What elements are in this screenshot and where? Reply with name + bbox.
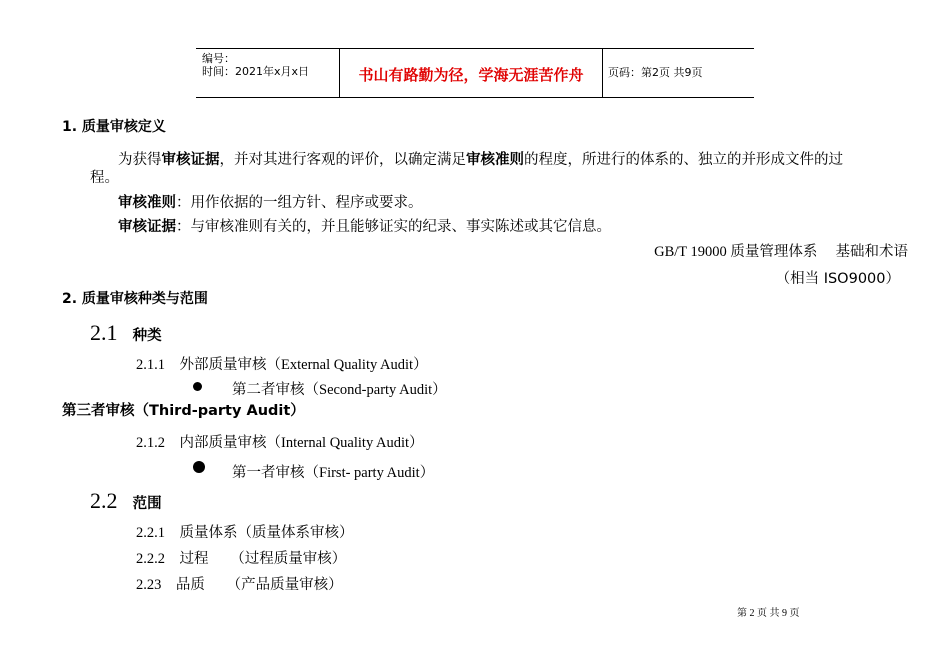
section1-heading: 1. 质量审核定义 (62, 119, 166, 135)
evidence-text: ：与审核准则有关的，并且能够证实的纪录、事实陈述或其它信息。 (176, 219, 611, 235)
definition-paragraph (118, 148, 843, 169)
criteria-definition (118, 191, 423, 212)
source-equivalent: （相当 ISO9000） (775, 271, 900, 287)
section2-heading: 2. 质量审核种类与范围 (62, 291, 208, 307)
page-header-table (196, 48, 754, 98)
subsection-number: 2.1 (90, 320, 118, 345)
bullet-second-party: 第二者审核（Second-party Audit） (232, 382, 447, 398)
bullet-dot (193, 382, 202, 391)
item-2-1-1: 2.1.1 外部质量审核（External Quality Audit） (136, 357, 428, 373)
bullet-first-party: 第一者审核（First- party Audit） (232, 465, 435, 481)
header-motto-cell (339, 49, 603, 97)
number-label: 编号： (202, 52, 235, 65)
subsection-2-1 (90, 320, 162, 346)
item-2-2-1: 2.2.1 质量体系（质量体系审核） (136, 525, 354, 541)
evidence-term: 审核证据 (118, 219, 176, 235)
subsection-2-2 (90, 488, 162, 514)
source-standard: GB/T 19000 质量管理体系 基础和术语 (654, 244, 908, 260)
para-text-e: 的程度，所进行的体系的、独立的并形成文件的过 (524, 152, 843, 168)
third-party-audit: 第三者审核（Third-party Audit） (62, 403, 305, 419)
definition-paragraph-tail: 程。 (90, 170, 119, 186)
item-2-2-3: 2.23 品质 （产品质量审核） (136, 577, 343, 593)
term-audit-criteria: 审核准则 (466, 152, 524, 168)
item-2-2-2: 2.2.2 过程 （过程质量审核） (136, 551, 347, 567)
criteria-term: 审核准则 (118, 195, 176, 211)
subsection-label: 范围 (132, 496, 162, 512)
page-footer: 第 2 页 共 9 页 (737, 608, 800, 619)
date-label: 时间：2021年x月x日 (202, 65, 310, 78)
criteria-text: ：用作依据的一组方针、程序或要求。 (176, 195, 423, 211)
para-text-a: 为获得 (118, 152, 162, 168)
evidence-definition (118, 215, 611, 236)
header-page-label: 页码：第2页 共9页 (608, 66, 703, 79)
subsection-label: 种类 (132, 328, 162, 344)
bullet-dot (193, 461, 205, 473)
subsection-number: 2.2 (90, 488, 118, 513)
header-meta-cell (196, 49, 339, 97)
header-motto: 书山有路勤为径，学海无涯苦作舟 (358, 66, 584, 84)
term-audit-evidence: 审核证据 (161, 152, 220, 168)
header-page-cell (602, 49, 754, 97)
item-2-1-2: 2.1.2 内部质量审核（Internal Quality Audit） (136, 435, 424, 451)
para-text-c: ，并对其进行客观的评价，以确定满足 (219, 152, 466, 168)
